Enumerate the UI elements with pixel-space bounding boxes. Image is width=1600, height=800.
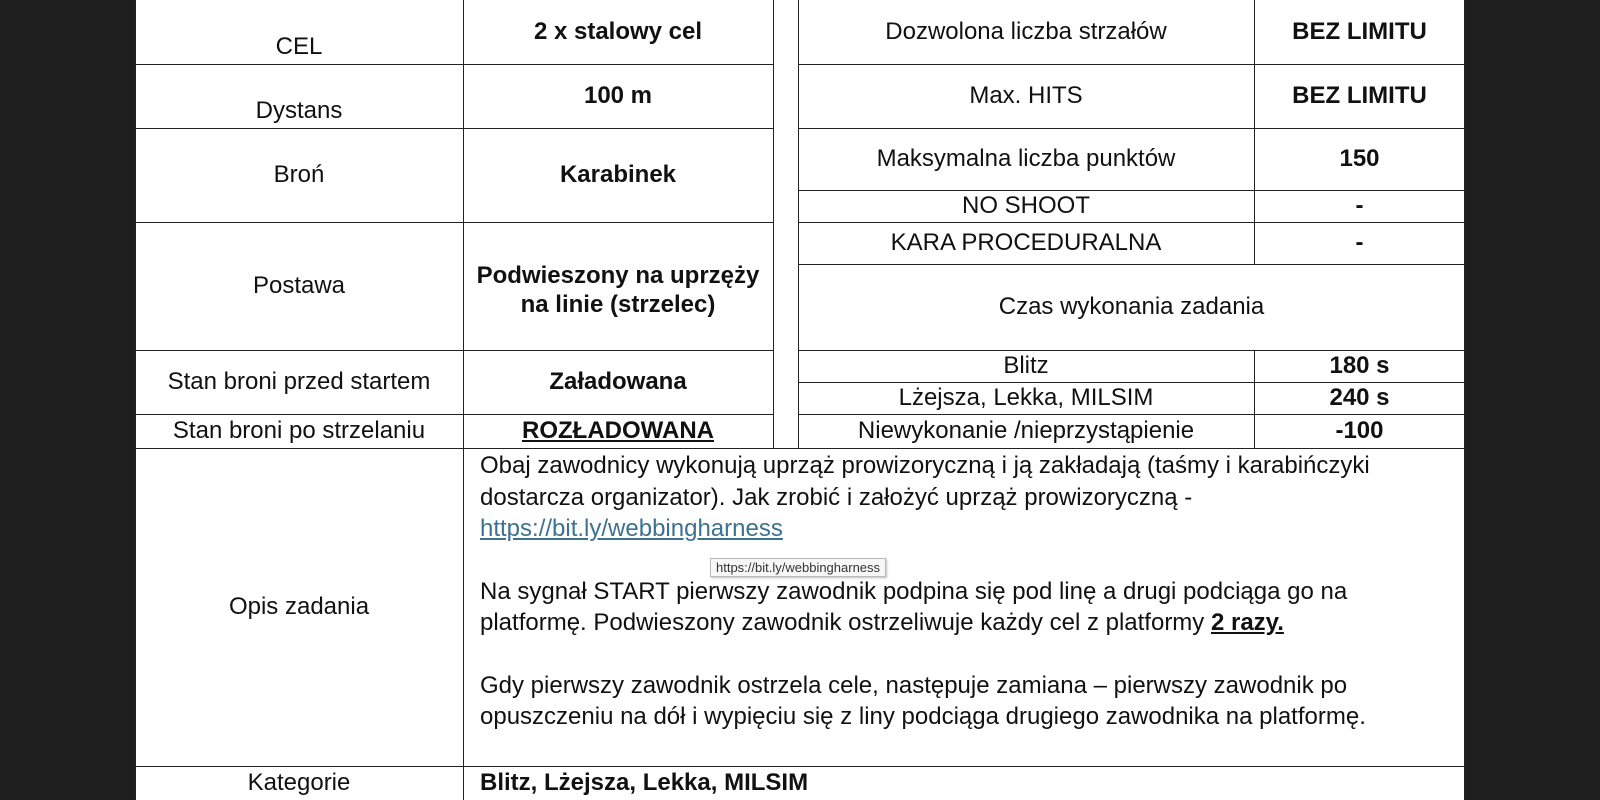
time-header: Czas wykonania zadania (998, 292, 1265, 320)
left-label-bron: Broń (273, 160, 325, 188)
grid-line (1254, 0, 1255, 264)
grid-line (798, 64, 1465, 65)
grid-line (1464, 0, 1465, 800)
grid-line (135, 64, 773, 65)
grid-line (135, 0, 136, 800)
grid-line (798, 414, 1465, 415)
grid-line (135, 766, 1465, 767)
right-value-kara: - (1355, 228, 1364, 256)
left-value-cel: 2 x stalowy cel (533, 17, 703, 45)
time-label-niewykonanie: Niewykonanie /nieprzystąpienie (857, 416, 1195, 444)
grid-line (463, 0, 464, 800)
description-paragraph-2: Na sygnał START pierwszy zawodnik podpina się pod linę a drugi podciąga go na platformę. Podwieszony zawodnik ostrzeliwuje każdy cel z platformy 2 razy. (480, 577, 1348, 636)
grid-line (135, 414, 773, 415)
right-value-hits: BEZ LIMITU (1292, 81, 1427, 109)
categories-value: Blitz, Lżejsza, Lekka, MILSIM (480, 768, 809, 796)
left-label-postawa: Postawa (252, 271, 346, 299)
right-label-no-shoot: NO SHOOT (961, 191, 1090, 219)
grid-line (135, 222, 773, 223)
right-label-punkty: Maksymalna liczba punktów (876, 144, 1176, 172)
grid-line (798, 382, 1465, 383)
left-value-bron: Karabinek (559, 160, 677, 188)
right-label-hits: Max. HITS (969, 81, 1083, 109)
grid-line (798, 128, 1465, 129)
grid-line (1254, 350, 1255, 448)
left-value-postawa: Podwieszony na uprzęży na linie (strzelec) (476, 262, 760, 318)
time-value-niewykonanie: -100 (1335, 416, 1384, 444)
emphasis-text: 2 razy. (1210, 609, 1284, 636)
grid-line (135, 448, 1465, 449)
left-value-dystans: 100 m (583, 81, 653, 109)
right-label-kara: KARA PROCEDURALNA (890, 228, 1162, 256)
left-label-cel: CEL (275, 32, 323, 60)
grid-line (798, 190, 1465, 191)
link-tooltip: https://bit.ly/webbingharness (710, 558, 886, 577)
document-page (135, 0, 1465, 800)
left-label-stan-po: Stan broni po strzelaniu (172, 416, 426, 444)
grid-line (135, 128, 773, 129)
left-label-stan-przed: Stan broni przed startem (167, 367, 431, 395)
time-label-blitz: Blitz (1003, 351, 1049, 379)
right-label-strzaly: Dozwolona liczba strzałów (885, 17, 1167, 45)
description-paragraph-3: Gdy pierwszy zawodnik ostrzela cele, następuje zamiana – pierwszy zawodnik po opuszczeniu na dół i wypięciu się z liny podciąga drugiego zawodnika na platformę. (480, 671, 1366, 730)
right-value-punkty: 150 (1339, 144, 1380, 172)
left-value-stan-przed: Załadowana (549, 367, 687, 395)
time-label-lekka: Lżejsza, Lekka, MILSIM (898, 383, 1154, 411)
right-value-no-shoot: - (1355, 191, 1364, 219)
time-value-blitz: 180 s (1329, 351, 1390, 379)
right-value-strzaly: BEZ LIMITU (1292, 17, 1427, 45)
description-text (480, 450, 1455, 764)
time-value-lekka: 240 s (1329, 383, 1390, 411)
categories-label: Kategorie (247, 768, 351, 796)
grid-line (798, 264, 1465, 265)
grid-line (135, 350, 773, 351)
grid-line (798, 0, 799, 448)
description-paragraph-1: Obaj zawodnicy wykonują uprząż prowizoryczną i ją zakładają (taśmy i karabińczyki dostarcza organizator). Jak zrobić i założyć uprząż prowizoryczną - https://bit.ly/webbingharness (480, 452, 1370, 542)
grid-line (798, 350, 1465, 351)
left-value-stan-po: ROZŁADOWANA (522, 416, 714, 444)
left-label-dystans: Dystans (255, 96, 343, 124)
description-label: Opis zadania (228, 592, 370, 620)
grid-line (798, 222, 1465, 223)
grid-line (773, 0, 774, 448)
webbing-harness-link[interactable]: https://bit.ly/webbingharness (480, 515, 783, 542)
